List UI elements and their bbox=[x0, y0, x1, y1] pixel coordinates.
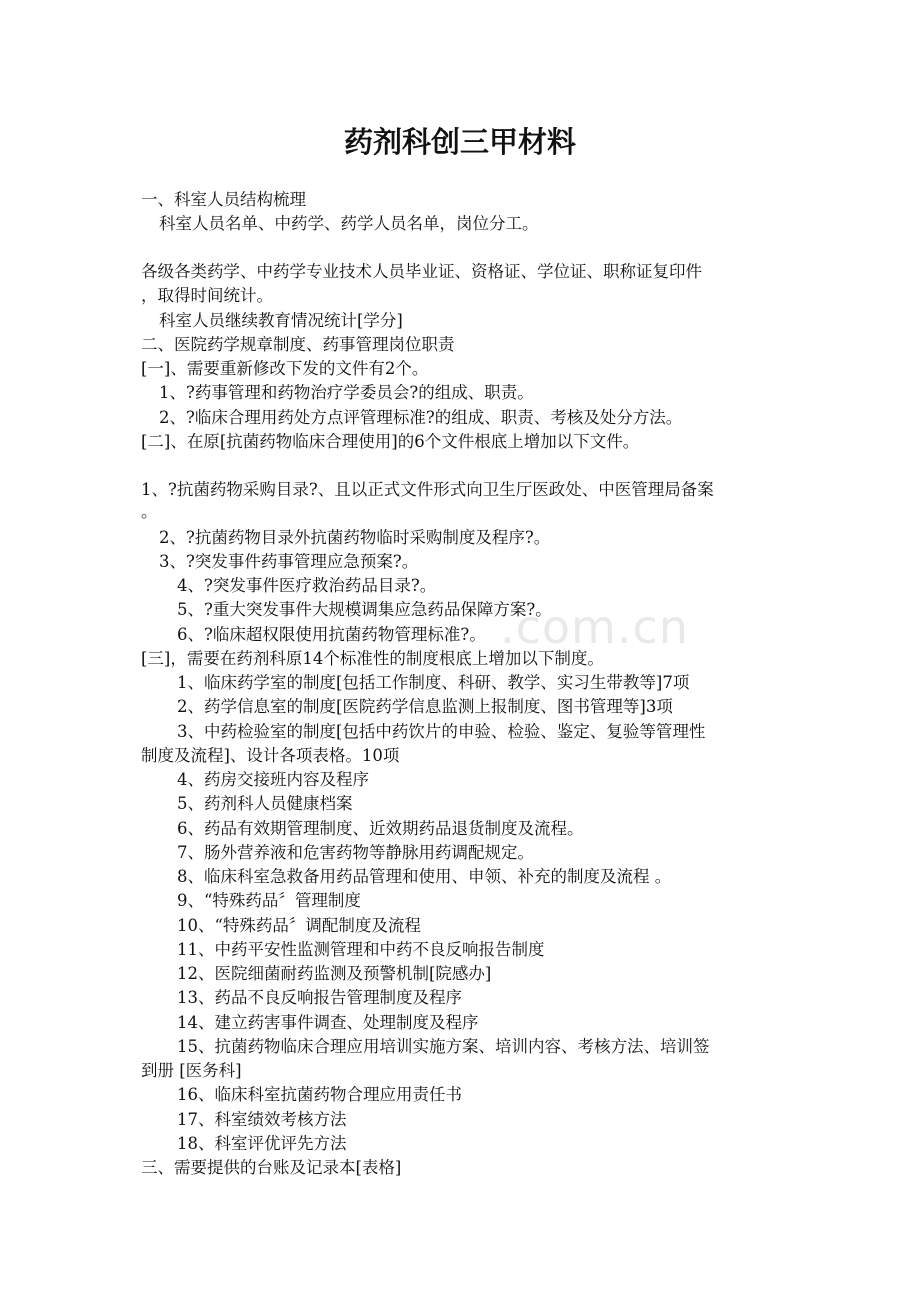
text-line: 。 bbox=[141, 502, 158, 521]
page-title: 药剂科创三甲材料 bbox=[343, 125, 576, 159]
subsection-heading: [一]、需要重新修改下发的文件有2个。 bbox=[141, 359, 429, 378]
text-line: ，取得时间统计。 bbox=[141, 286, 273, 305]
list-item: 2、?抗菌药物目录外抗菌药物临时采购制度及程序?。 bbox=[159, 528, 551, 547]
watermark-text: .com.cn bbox=[500, 600, 689, 654]
list-item: 1、临床药学室的制度[包括工作制度、科研、教学、实习生带教等]7项 bbox=[177, 673, 690, 692]
list-item: 6、药品有效期管理制度、近效期药品退货制度及流程。 bbox=[177, 819, 584, 838]
list-item: 8、临床科室急救备用药品管理和使用、申领、补充的制度及流程 。 bbox=[177, 867, 672, 886]
list-item: 15、抗菌药物临床合理应用培训实施方案、培训内容、考核方法、培训签 bbox=[177, 1037, 710, 1056]
list-item: 12、医院细菌耐药监测及预警机制[院感办] bbox=[177, 964, 492, 983]
list-item: 4、?突发事件医疗救治药品目录?。 bbox=[177, 576, 437, 595]
text-line: 科室人员继续教育情况统计[学分] bbox=[159, 311, 403, 330]
section-heading-2: 二、医院药学规章制度、药事管理岗位职责 bbox=[141, 335, 455, 354]
list-item: 3、?突发事件药事管理应急预案?。 bbox=[159, 552, 419, 571]
list-item: 11、中药平安性监测管理和中药不良反响报告制度 bbox=[177, 940, 545, 959]
text-line: 各级各类药学、中药学专业技术人员毕业证、资格证、学位证、职称证复印件 bbox=[141, 262, 702, 281]
list-item: 1、?药事管理和药物治疗学委员会?的组成、职责。 bbox=[159, 383, 534, 402]
list-item: 13、药品不良反响报告管理制度及程序 bbox=[177, 988, 462, 1007]
list-item: 2、药学信息室的制度[医院药学信息监测上报制度、图书管理等]3项 bbox=[177, 697, 673, 716]
list-item: 6、?临床超权限使用抗菌药物管理标准?。 bbox=[177, 625, 486, 644]
subsection-heading: [三]，需要在药剂科原14个标准性的制度根底上增加以下制度。 bbox=[141, 649, 604, 668]
list-item: 5、?重大突发事件大规模调集应急药品保障方案?。 bbox=[177, 600, 552, 619]
list-item: 2、?临床合理用药处方点评管理标准?的组成、职责、考核及处分方法。 bbox=[159, 408, 683, 427]
list-item: 7、肠外营养液和危害药物等静脉用药调配规定。 bbox=[177, 843, 534, 862]
subsection-heading: [二]、在原[抗菌药物临床合理使用]的6个文件根底上增加以下文件。 bbox=[141, 432, 640, 451]
section-heading-3: 三、需要提供的台账及记录本[表格] bbox=[141, 1158, 402, 1177]
list-item: 10、“特殊药品〞调配制度及流程 bbox=[177, 916, 421, 935]
list-item: 1、?抗菌药物采购目录?、且以正式文件形式向卫生厅医政处、中医管理局备案 bbox=[141, 480, 714, 499]
text-line: 制度及流程]、设计各项表格。10项 bbox=[141, 746, 400, 765]
text-line: 科室人员名单、中药学、药学人员名单，岗位分工。 bbox=[159, 214, 539, 233]
list-item: 3、中药检验室的制度[包括中药饮片的申验、检验、鉴定、复验等管理性 bbox=[177, 722, 706, 741]
section-heading-1: 一、科室人员结构梳理 bbox=[141, 190, 306, 209]
text-line: 到册 [医务科] bbox=[141, 1061, 242, 1080]
list-item: 9、“特殊药品〞管理制度 bbox=[177, 891, 361, 910]
list-item: 17、科室绩效考核方法 bbox=[177, 1110, 347, 1129]
list-item: 4、药房交接班内容及程序 bbox=[177, 770, 369, 789]
list-item: 16、临床科室抗菌药物合理应用责任书 bbox=[177, 1085, 462, 1104]
list-item: 5、药剂科人员健康档案 bbox=[177, 794, 353, 813]
list-item: 14、建立药害事件调查、处理制度及程序 bbox=[177, 1013, 479, 1032]
list-item: 18、科室评优评先方法 bbox=[177, 1134, 347, 1153]
